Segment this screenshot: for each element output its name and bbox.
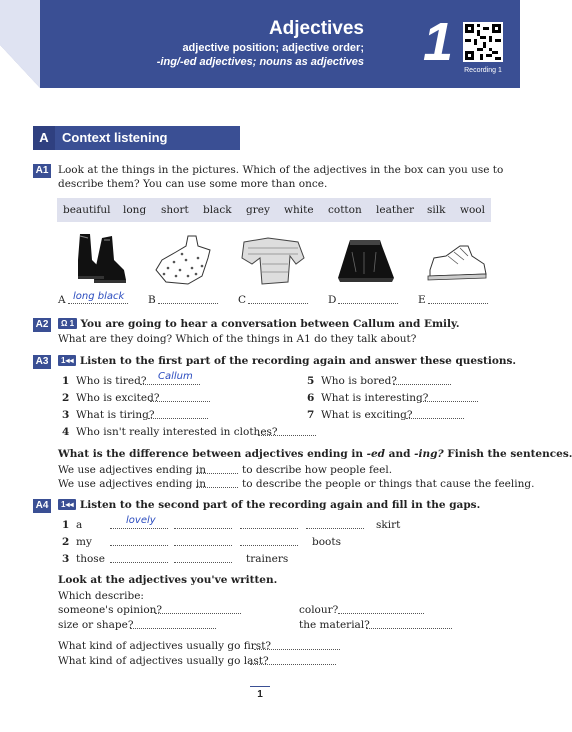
qr-code-icon xyxy=(465,24,501,60)
picture-sweater xyxy=(238,234,310,290)
header-subtitle-2: -ing/-ed adjectives; nouns as adjectives xyxy=(156,56,364,68)
a3-q7-line[interactable] xyxy=(406,410,464,419)
word-white: white xyxy=(284,204,314,216)
word-black: black xyxy=(203,204,232,216)
audio-rewind-icon[interactable]: 1◂◂ xyxy=(58,499,76,510)
answer-b-line[interactable] xyxy=(158,295,218,304)
answer-a: long black xyxy=(73,291,125,302)
page-number-rule xyxy=(250,686,270,687)
a3-sentence-2-start: We use adjectives ending in xyxy=(58,478,206,490)
a3-difference-question: What is the difference between adjectives ending in -ed and -ing? Finish the sentences. xyxy=(58,448,572,460)
label-b: B xyxy=(148,294,156,306)
a4-row-3-gap-2[interactable] xyxy=(174,554,232,563)
a4-colour: colour? xyxy=(299,604,339,616)
a4-opinion: someone's opinion? xyxy=(58,604,163,616)
a3-q4-line[interactable] xyxy=(258,427,316,436)
answer-e-line[interactable] xyxy=(428,295,488,304)
qr-code[interactable] xyxy=(463,22,503,62)
label-e: E xyxy=(418,294,426,306)
a4-colour-line[interactable] xyxy=(338,605,424,614)
a4-first: What kind of adjectives usually go first? xyxy=(58,640,272,652)
picture-trainers xyxy=(424,236,490,290)
a4-row-2: 2 my xyxy=(62,536,92,548)
a3-sentence-2-line[interactable] xyxy=(196,479,238,488)
a3-q3: 3 What is tiring? xyxy=(62,409,155,421)
a1-instruction-2: describe them? You can use some more than once. xyxy=(58,178,328,190)
a4-size-line[interactable] xyxy=(130,620,216,629)
a4-row-1-gap-4[interactable] xyxy=(306,520,364,529)
picture-skirt xyxy=(330,232,402,290)
a4-material: the material? xyxy=(299,619,370,631)
label-c: C xyxy=(238,294,247,306)
a3-q6-line[interactable] xyxy=(420,393,478,402)
header-title: Adjectives xyxy=(268,18,364,39)
a3-q2: 2 Who is excited? xyxy=(62,392,160,404)
word-silk: silk xyxy=(427,204,446,216)
word-grey: grey xyxy=(246,204,270,216)
a4-row-1: 1 a xyxy=(62,519,83,531)
a4-material-line[interactable] xyxy=(366,620,452,629)
a2-line-1 xyxy=(58,318,460,330)
picture-boots xyxy=(60,230,132,290)
section-title: Context listening xyxy=(62,130,168,145)
label-d: D xyxy=(328,294,337,306)
a3-q5-line[interactable] xyxy=(393,376,451,385)
a3-q7: 7 What is exciting? xyxy=(307,409,413,421)
a4-opinion-line[interactable] xyxy=(155,605,241,614)
a3-q4: 4 Who isn't really interested in clothes? xyxy=(62,426,278,438)
section-letter: A xyxy=(39,130,49,145)
a3-q1-answer: Callum xyxy=(158,371,193,382)
picture-top xyxy=(148,232,220,290)
recording-label: Recording 1 xyxy=(464,67,502,74)
a3-q3-line[interactable] xyxy=(148,410,208,419)
header-subtitle-1: adjective position; adjective order; xyxy=(182,42,364,54)
a1-instruction-1: Look at the things in the pictures. Which of the adjectives in the box can you use to xyxy=(58,164,504,176)
a4-size: size or shape? xyxy=(58,619,134,631)
answer-d-line[interactable] xyxy=(338,295,398,304)
a4-last-line[interactable] xyxy=(250,656,336,665)
unit-number: 1 xyxy=(422,12,454,72)
word-long: long xyxy=(123,204,147,216)
answer-c-line[interactable] xyxy=(248,295,308,304)
word-cotton: cotton xyxy=(328,204,362,216)
label-a: A xyxy=(58,294,66,306)
a4-last: What kind of adjectives usually go last? xyxy=(58,655,269,667)
a4-instruction: Listen to the second part of the recording again and fill in the gaps. xyxy=(79,499,481,511)
a3-instruction: Listen to the first part of the recording again and answer these questions. xyxy=(79,355,517,367)
a3-q6: 6 What is interesting? xyxy=(307,392,429,404)
a4-row-2-gap-3[interactable] xyxy=(240,537,298,546)
a3-sentence-1-start: We use adjectives ending in xyxy=(58,464,206,476)
a4-row-1-answer: lovely xyxy=(126,515,156,526)
word-short: short xyxy=(161,204,189,216)
a2-instruction: You are going to hear a conversation between Callum and Emily. xyxy=(80,318,460,330)
a4-row-3-gap-1[interactable] xyxy=(110,554,168,563)
a4-row-2-gap-1[interactable] xyxy=(110,537,168,546)
a4-look: Look at the adjectives you've written. xyxy=(58,574,278,586)
a3-q1: 1 Who is tired? xyxy=(62,375,147,387)
a4-which: Which describe: xyxy=(58,590,144,602)
page-number: 1 xyxy=(257,689,263,700)
a3-sentence-1-end: to describe how people feel. xyxy=(242,464,393,476)
a3-q2-line[interactable] xyxy=(150,393,210,402)
a3-tag: A3 xyxy=(33,355,51,369)
a4-row-1-gap-2[interactable] xyxy=(174,520,232,529)
a4-row-1-end: skirt xyxy=(376,519,401,531)
a4-row-2-end: boots xyxy=(312,536,341,548)
a3-q5: 5 Who is bored? xyxy=(307,375,397,387)
a2-tag: A2 xyxy=(33,318,51,332)
a4-row-2-gap-2[interactable] xyxy=(174,537,232,546)
a3-sentence-2-end: to describe the people or things that cause the feeling. xyxy=(242,478,535,490)
word-beautiful: beautiful xyxy=(63,204,111,216)
a4-row-3-end: trainers xyxy=(246,553,289,565)
audio-rewind-icon[interactable]: 1◂◂ xyxy=(58,355,76,366)
word-wool: wool xyxy=(460,204,485,216)
a2-question: What are they doing? Which of the things in A1 do they talk about? xyxy=(58,333,417,345)
a4-first-line[interactable] xyxy=(254,641,340,650)
a3-line xyxy=(58,355,516,367)
a4-row-3: 3 those xyxy=(62,553,105,565)
audio-track-icon[interactable]: Ω 1 xyxy=(58,318,77,329)
a4-tag: A4 xyxy=(33,499,51,513)
a4-line xyxy=(58,499,480,511)
word-leather: leather xyxy=(376,204,415,216)
a1-tag: A1 xyxy=(33,164,51,178)
a3-sentence-1-line[interactable] xyxy=(196,465,238,474)
a4-row-1-gap-3[interactable] xyxy=(240,520,298,529)
